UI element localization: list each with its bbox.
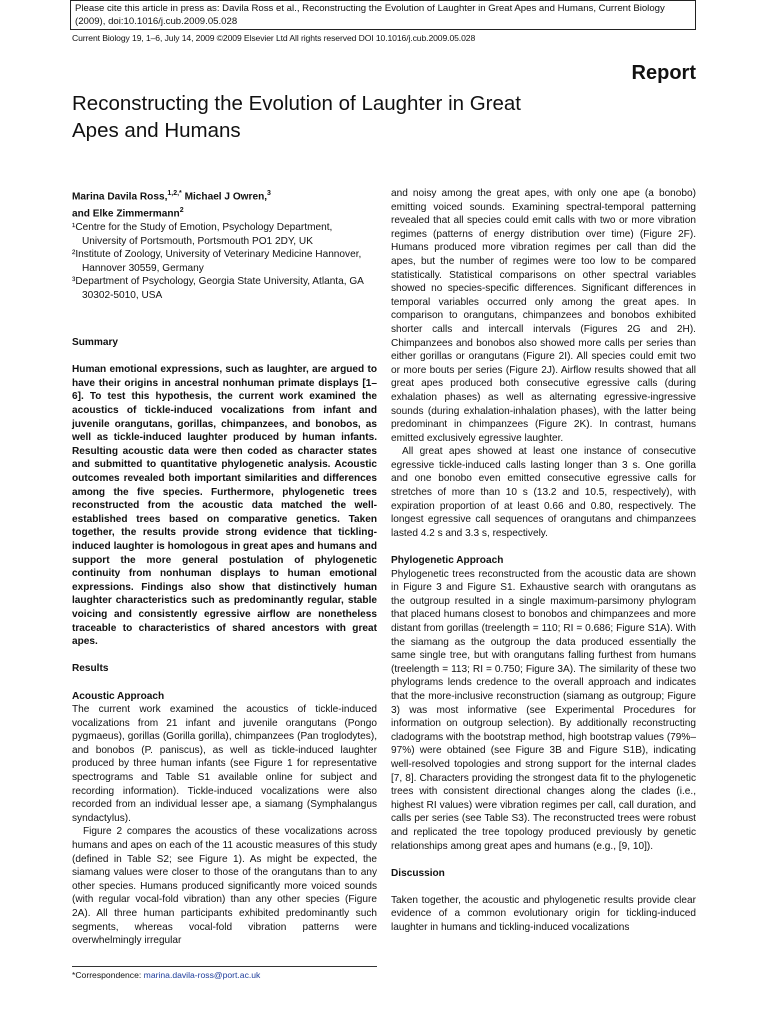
results-heading: Results [72,663,109,675]
right-paragraph-1: and noisy among the great apes, with only one ape (a bonobo) emitting voiced sounds. Examining spectral-temporal patterning revealed that all species could emit calls with two or more vibration regimes (patterns of energy distribution over time) (Figure 2F). Humans produced more vibration regimes per call than did the apes, but the number of regimes were too low to be compared statistically. Statistical comparisons on other spectral variables showed no species-specific differences. Significant differences in temporal variables occurred only among the great apes. In comparison to orangutans, chimpanzees and bonobos exhibited shorter calls and intercall intervals (Figures 2G and 2H). Chimpanzees and bonobos also showed more calls per series than either gorillas or orangutans (Figure 2I). All species could emit two or more bouts per series (Figure 2J). Airflow results showed that all great apes produced both consecutive egressive calls (during exhalation phases) as well as alternating egressive-ingressive sounds (during exhalation-inhalation phases), with the latter being predominant in chimpanzees (Figure 2K). In contrast, humans emitted exclusively egressive laughter. [391,188,696,444]
article-type: Report [631,62,696,84]
acoustic-paragraph-1: The current work examined the acoustics of tickle-induced vocalizations from 21 infant and juvenile orangutans (Pongo pygmaeus), gorillas (Gorilla gorilla), chimpanzees (Pan troglodytes), and bonobos (P. paniscus), as well as tickle-induced laughter produced by three human infants (see Figure 1 for representative spectrograms and Table S1 available online for subject and recording information). Tickle-induced vocalizations were also recorded from an individual lesser ape, a siamang (Symphalangus syndactylus). [72,704,377,824]
affiliation-1: ¹Centre for the Study of Emotion, Psychology Department, University of Portsmouth, Portsmouth PO1 2DY, UK [72,221,333,247]
correspondence-email-link[interactable]: marina.davila-ross@port.ac.uk [143,970,261,980]
summary-text: Human emotional expressions, such as laughter, are argued to have their origins in ancestral nonhuman primate displays [1–6]. To test this hypothesis, the current work examined the acoustics of tickle-induced vocalizations from infant and juvenile orangutans, gorillas, chimpanzees, and bonobos, as well as tickle-induced laughter produced by human infants. Resulting acoustic data were then coded as character states and submitted to quantitative phylogenetic analysis. Acoustic outcomes revealed both important similarities and differences among the five species. Furthermore, phylogenetic trees reconstructed from the acoustic data matched the well-established trees based on comparative genetics. Taken together, the results provide strong evidence that tickling-induced laughter is homologous in great apes and humans and support the more general postulation of phylogenetic continuity from nonhuman displays to human emotional expressions. Findings also show that distinctively human laughter characteristics such as predominantly regular, stable voicing and consistently egressive airflow are nonetheless traceable to characteristics of shared ancestors with great apes. [72,364,377,648]
acoustic-paragraph-2: Figure 2 compares the acoustics of these vocalizations across humans and apes on each of the 11 acoustic measures of this study (defined in Table S2; see Figure 1). As might be expected, the siamang values were closer to those of the orangutans than to any other species. Humans produced significantly more voiced sounds (with regular vocal-fold vibration) than any other species (Figure 2A). All three human participants exhibited predominantly such segments, whereas vocal-fold vibration patterns were overwhelmingly irregular [72,826,377,947]
footnote-label: *Correspondence: [72,970,144,980]
left-column [72,187,377,948]
correspondence-footnote [72,966,377,980]
author-1-sup: 1,2,* [167,190,182,197]
discussion-paragraph: Taken together, the acoustic and phylogenetic results provide clear evidence of a common evolutionary origin for tickling-induced laughter in humans and tickling-induced vocalizations [391,894,696,934]
citation-box: Please cite this article in press as: Davila Ross et al., Reconstructing the Evolution of Laughter in Great Apes and Humans, Current Biology (2009), doi:10.1016/j.cub.2009.05.028 [70,0,696,30]
journal-line: Current Biology 19, 1–6, July 14, 2009 ©2009 Elsevier Ltd All rights reserved DOI 10.1016/j.cub.2009.05.028 [72,33,476,43]
authors [72,187,377,221]
author-1: Marina Davila Ross, [72,191,168,203]
phylogenetic-paragraph: Phylogenetic trees reconstructed from the acoustic data are shown in Figure 3 and Figure S1. Exhaustive search with orangutans as the outgroup resulted in a single maximum-parsimony phylogram that placed humans closest to bonobos and chimpanzees and more distant from gorillas (treelength = 110; RI = 0.686; Figure S1A). With the siamang as the outgroup the data produced essentially the same single tree, but with orangutans falling furthest from humans (treelength = 113; RI = 0.750; Figure 3A). The similarity of these two phylograms lends credence to the overall approach and indicates that the more-inclusive reconstruction (siamang as outgroup; Figure 3) was most informative (see Experimental Procedures for information on outgroup selection). By additionally reconstructing cladograms with the bootstrap method, high bootstrap values (79%–97%) were obtained (see Figure 3B and Figure S1B), indicating well-resolved topologies and strong support for the internal clades [7, 8]. Characters providing the strongest data fit to the phylogenetic trees with consistent directional changes along the clades (i.e., highest RI values) were vibration regimes per call, call duration, and calls per series (see Table S3). The reconstructed trees were robust and replicated the tree topology produced previously by genetic relationships among great apes and humans (e.g., [9, 10]). [391,568,696,852]
author-2-sup: 3 [267,190,271,197]
discussion-heading: Discussion [391,867,445,879]
author-2: Michael J Owren, [181,191,268,203]
phylogenetic-heading: Phylogenetic Approach [391,555,504,567]
right-column [391,187,696,935]
right-paragraph-2: All great apes showed at least one instance of consecutive egressive tickle-induced calls lasting longer than 3 s. One gorilla and one bonobo even emitted consecutive egressive calls for stretches of more than 10 s (13.2 and 10.5, respectively), with expiration proportion of at least 0.66 and 0.80, respectively. The longest egressive call sequences of orangutans and chimpanzees lasted 4.2 s and 3.3 s, respectively. [391,446,696,539]
affiliation-2: ²Institute of Zoology, University of Veterinary Medicine Hannover, Hannover 30559, Germany [72,249,362,274]
author-3-sup: 2 [179,206,184,214]
summary-heading: Summary [72,337,119,349]
acoustic-heading: Acoustic Approach [72,690,165,702]
article-title: Reconstructing the Evolution of Laughter in Great Apes and Humans [72,92,521,142]
author-3: and Elke Zimmermann [72,208,180,220]
affiliation-3: ³Department of Psychology, Georgia State University, Atlanta, GA 30302-5010, USA [72,276,364,301]
